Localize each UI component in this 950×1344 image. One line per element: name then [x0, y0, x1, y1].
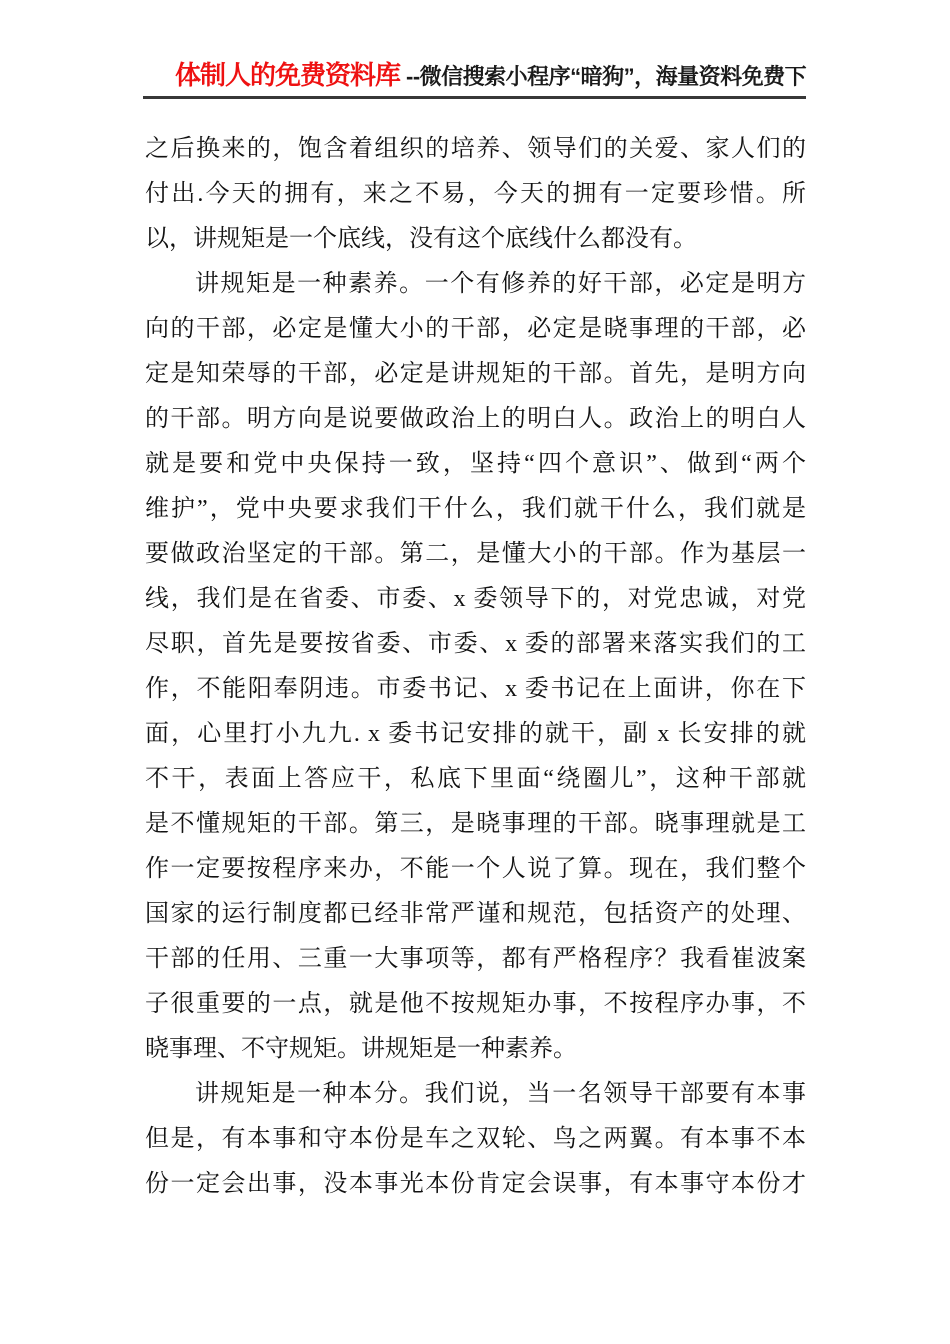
brand-title: 体制人的免费资料库: [175, 60, 401, 90]
text-line: 不干，表面上答应干，私底下里面“绕圈儿”，这种干部就: [145, 766, 806, 792]
text-line: 线，我们是在省委、市委、x 委领导下的，对党忠诚，对党: [145, 586, 806, 612]
text-line: 作一定要按程序来办，不能一个人说了算。现在，我们整个: [145, 856, 806, 882]
text-line: 向的干部，必定是懂大小的干部，必定是晓事理的干部，必: [145, 316, 806, 342]
text-line: 尽职，首先是要按省委、市委、x 委的部署来落实我们的工: [145, 631, 806, 657]
text-line: 付出.今天的拥有，来之不易，今天的拥有一定要珍惜。所: [145, 181, 806, 207]
text-line: 面，心里打小九九. x 委书记安排的就干，副 x 长安排的就: [145, 721, 806, 747]
text-line: 之后换来的，饱含着组织的培养、领导们的关爱、家人们的: [145, 136, 806, 162]
text-line: 就是要和党中央保持一致，坚持“四个意识”、做到“两个: [145, 451, 806, 477]
text-line: 维护”，党中央要求我们干什么，我们就干什么，我们就是: [145, 496, 806, 522]
text-line: 讲规矩是一种素养。一个有修养的好干部，必定是明方: [195, 271, 806, 297]
text-line: 国家的运行制度都已经非常严谨和规范，包括资产的处理、: [145, 901, 806, 927]
text-line: 要做政治坚定的干部。第二，是懂大小的干部。作为基层一: [145, 541, 806, 567]
text-line: 作，不能阳奉阴违。市委书记、x 委书记在上面讲，你在下: [145, 676, 806, 702]
text-line: 但是，有本事和守本份是车之双轮、鸟之两翼。有本事不本: [145, 1126, 806, 1152]
text-line: 定是知荣辱的干部，必定是讲规矩的干部。首先，是明方向: [145, 361, 806, 387]
header-rule: [143, 96, 806, 99]
text-line: 是不懂规矩的干部。第三，是晓事理的干部。晓事理就是工: [145, 811, 806, 837]
text-line: 干部的任用、三重一大事项等，都有严格程序？我看崔波案: [145, 946, 806, 972]
text-line: 份一定会出事，没本事光本份肯定会误事，有本事守本份才: [145, 1171, 806, 1197]
text-line: 晓事理、不守规矩。讲规矩是一种素养。: [145, 1036, 577, 1062]
promo-header: [175, 58, 815, 92]
text-line: 子很重要的一点，就是他不按规矩办事，不按程序办事，不: [145, 991, 806, 1017]
document-body: [145, 127, 806, 1207]
text-line: 讲规矩是一种本分。我们说，当一名领导干部要有本事: [195, 1081, 806, 1107]
text-line: 以，讲规矩是一个底线，没有这个底线什么都没有。: [145, 226, 697, 252]
text-line: 的干部。明方向是说要做政治上的明白人。政治上的明白人: [145, 406, 806, 432]
brand-tagline: --微信搜索小程序“暗狗”，海量资料免费下: [406, 64, 807, 89]
